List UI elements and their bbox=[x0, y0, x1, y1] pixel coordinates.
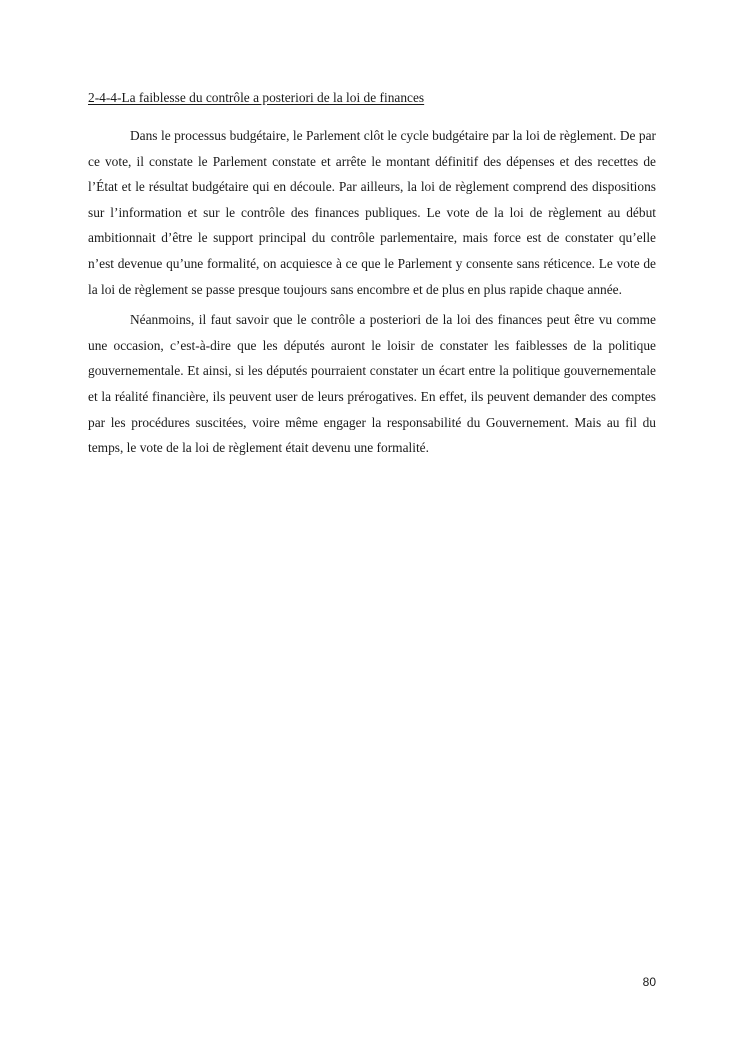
document-body bbox=[88, 89, 656, 466]
paragraph-1: Dans le processus budgétaire, le Parlement clôt le cycle budgétaire par la loi de règlement. De par ce vote, il constate le Parlement constate et arrête le montant définitif des dépenses et des recettes de l’État et le résultat budgétaire qui en découle. Par ailleurs, la loi de règlement comprend des dispositions sur l’information et sur le contrôle des finances publiques. Le vote de la loi de règlement au début ambitionnait d’être le support principal du contrôle parlementaire, mais force est de constater qu’elle n’est devenue qu’une formalité, on acquiesce à ce que le Parlement y consente sans réticence. Le vote de la loi de règlement se passe presque toujours sans encombre et de plus en plus rapide chaque année. bbox=[88, 128, 656, 297]
section-heading: 2-4-4-La faiblesse du contrôle a posteriori de la loi de finances bbox=[88, 90, 425, 105]
paragraph-2: Néanmoins, il faut savoir que le contrôle a posteriori de la loi des finances peut être vu comme une occasion, c’est-à-dire que les députés auront le loisir de constater les faiblesses de la politique gouvernementale. Et ainsi, si les députés pourraient constater un écart entre la politique gouvernementale et la réalité financière, ils peuvent user de leurs prérogatives. En effet, ils peuvent demander des comptes par les procédures suscitées, voire même engager la responsabilité du Gouvernement. Mais au fil du temps, le vote de la loi de règlement était devenu une formalité. bbox=[88, 312, 656, 456]
page-number: 80 bbox=[642, 975, 656, 989]
